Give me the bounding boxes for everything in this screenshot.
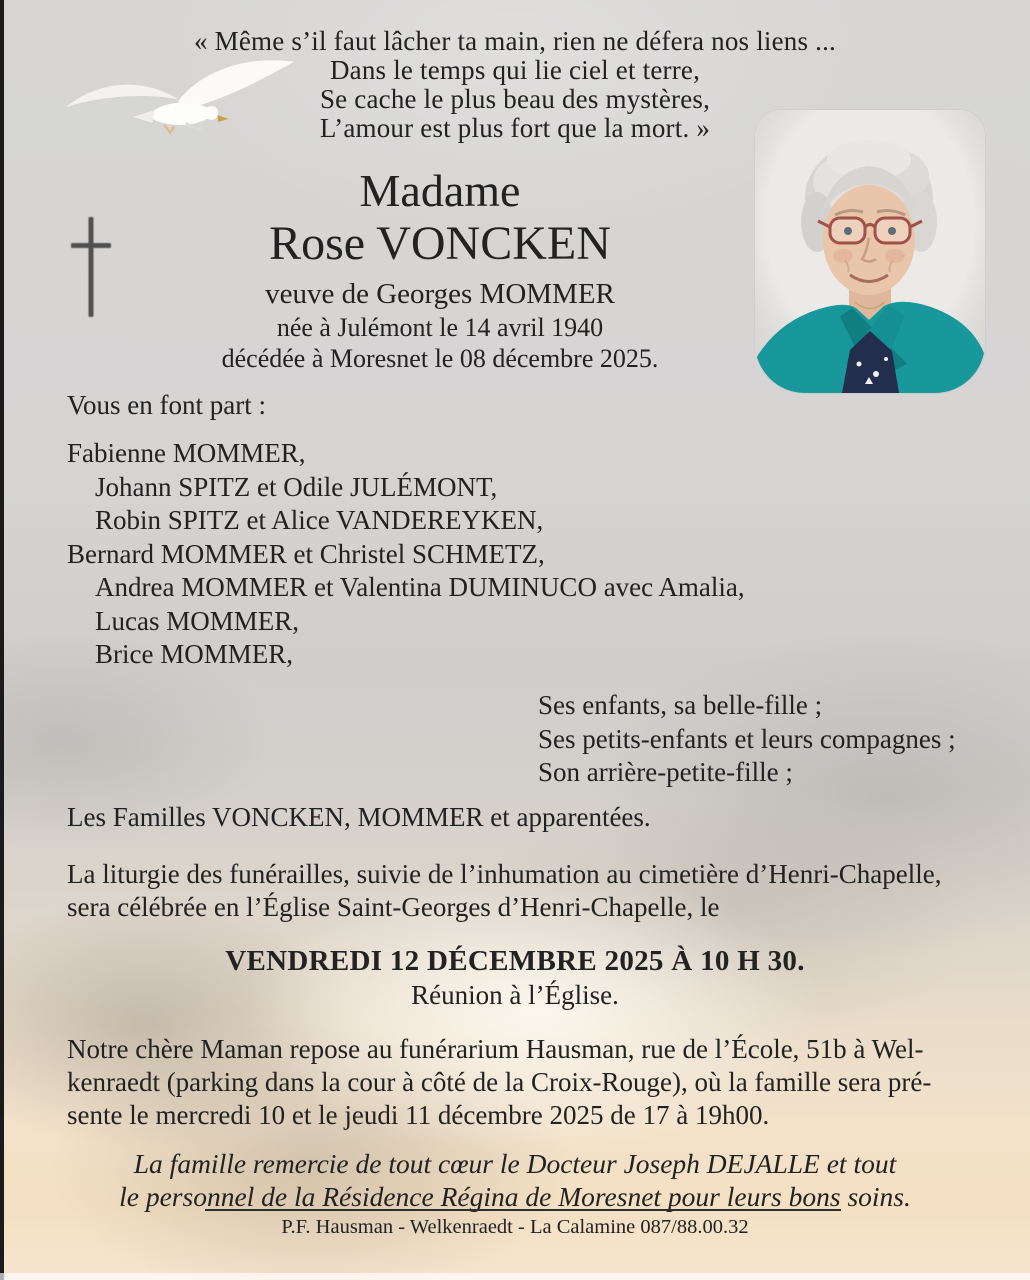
quote-line: « Même s’il faut lâcher ta main, rien ne défera nos liens ... — [194, 26, 836, 56]
liturgy-line: sera célébrée en l’Église Saint-Georges d’Henri-Chapelle, le — [67, 892, 720, 922]
repose-line: kenraedt (parking dans la cour à côté de la Croix-Rouge), où la famille sera pré- — [67, 1067, 932, 1097]
dove-icon — [58, 56, 302, 174]
family-member: Lucas MOMMER, — [95, 605, 299, 636]
quote-line: Dans le temps qui lie ciel et terre, — [329, 55, 701, 85]
liturgy-paragraph — [67, 858, 977, 924]
memorial-header — [70, 166, 810, 374]
repose-paragraph — [67, 1033, 977, 1132]
family-member: Robin SPITZ et Alice VANDEREYKEN, — [95, 505, 544, 535]
relation-line: Ses petits-enfants et leurs compagnes ; — [538, 723, 956, 754]
liturgy-line: La liturgie des funérailles, suivie de l’inhumation au cimetière d’Henri-Chapelle, — [67, 859, 942, 889]
repose-line: sente le mercredi 10 et le jeudi 11 décembre 2025 de 17 à 19h00. — [67, 1100, 770, 1130]
relations-list — [538, 689, 956, 790]
quote-line: Se cache le plus beau des mystères, — [319, 84, 711, 114]
family-member: Bernard MOMMER et Christel SCHMETZ, — [67, 538, 545, 569]
birth-line: née à Julémont le 14 avril 1940 — [276, 313, 604, 342]
relation-line: Ses enfants, sa belle-fille ; — [538, 690, 823, 720]
relation-line: Son arrière-petite-fille ; — [538, 757, 793, 787]
family-member: Brice MOMMER, — [95, 639, 293, 669]
thanks-line: La famille remercie de tout cœur le Docteur Joseph DEJALLE et tout — [133, 1148, 897, 1179]
deceased-name: Rose VONCKEN — [269, 217, 611, 270]
families-line: Les Familles VONCKEN, MOMMER et apparentées. — [67, 802, 651, 832]
thanks-divider — [205, 1209, 841, 1211]
announcement-intro: Vous en font part : — [67, 390, 266, 420]
ceremony-meeting: Réunion à l’Église. — [411, 980, 619, 1010]
family-member: Andrea MOMMER et Valentina DUMINUCO avec Amalia, — [95, 572, 745, 602]
repose-line: Notre chère Maman repose au funérarium Hausman, rue de l’École, 51b à Wel- — [67, 1034, 924, 1064]
death-line: décédée à Moresnet le 08 décembre 2025. — [221, 344, 659, 373]
family-member: Johann SPITZ et Odile JULÉMONT, — [95, 471, 498, 502]
funeral-home-footer: P.F. Hausman - Welkenraedt - La Calamine 087/88.00.32 — [281, 1216, 749, 1238]
thanks-line: le personnel de la Résidence Régina de Moresnet pour leurs bons soins. — [119, 1181, 911, 1212]
deceased-title: Madame — [359, 165, 521, 216]
widow-line: veuve de Georges MOMMER — [265, 278, 615, 310]
family-member: Fabienne MOMMER, — [67, 438, 306, 468]
thanks-paragraph — [0, 1147, 1030, 1213]
scan-edge-left — [0, 0, 4, 1280]
ceremony-date: VENDREDI 12 DÉCEMBRE 2025 À 10 H 30. — [225, 945, 805, 977]
family-list — [67, 437, 745, 672]
quote-line: L’amour est plus fort que la mort. » — [319, 113, 711, 143]
scan-edge-bottom — [0, 1273, 1030, 1280]
